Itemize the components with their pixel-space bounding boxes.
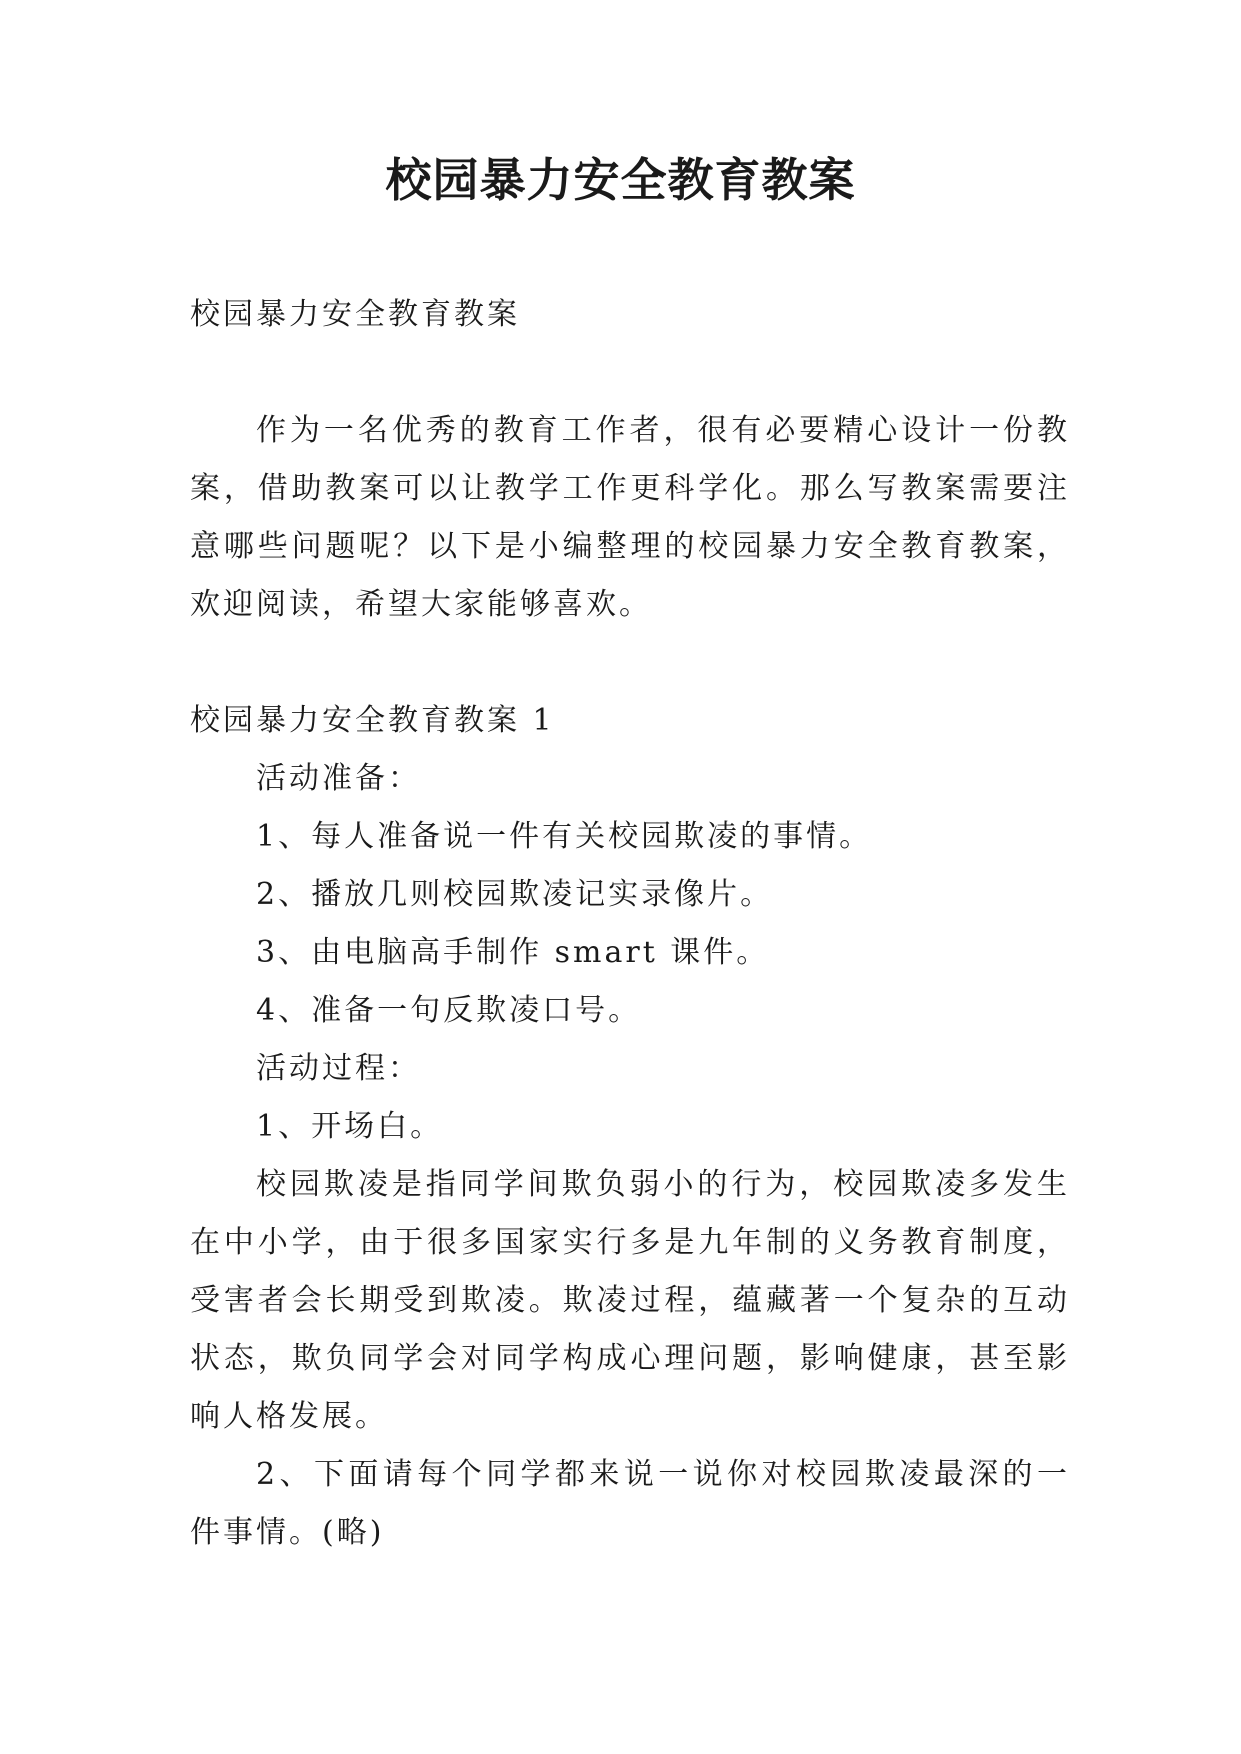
- prep-item: 4、准备一句反欺凌口号。: [256, 993, 642, 1028]
- section-heading: 校园暴力安全教育教案 1: [190, 703, 555, 738]
- process-heading: 活动过程：: [256, 1051, 421, 1086]
- prep-item: 1、每人准备说一件有关校园欺凌的事情。: [256, 819, 873, 854]
- process-step-1-text: 校园欺凌是指同学间欺负弱小的行为，校园欺凌多发生在中小学，由于很多国家实行多是九年制的义务教育制度，受害者会长期受到欺凌。欺凌过程，蕴藏著一个复杂的互动状态，欺负同学会对同学构成心理问题，影响健康，甚至影响人格发展。: [190, 1167, 1070, 1434]
- prep-item: 3、由电脑高手制作 smart 课件。: [256, 935, 770, 970]
- process-step-1: 1、开场白。: [256, 1109, 444, 1144]
- prep-item: 2、播放几则校园欺凌记实录像片。: [256, 877, 774, 912]
- process-step-2: 2、下面请每个同学都来说一说你对校园欺凌最深的一件事情。(略): [190, 1457, 1070, 1550]
- document-subtitle: 校园暴力安全教育教案: [190, 297, 520, 332]
- intro-paragraph: 作为一名优秀的教育工作者，很有必要精心设计一份教案，借助教案可以让教学工作更科学化。那么写教案需要注意哪些问题呢？以下是小编整理的校园暴力安全教育教案，欢迎阅读，希望大家能够喜欢。: [190, 413, 1070, 622]
- document-title: 校园暴力安全教育教案: [385, 153, 856, 207]
- prep-heading: 活动准备：: [256, 761, 421, 796]
- document-body: [190, 286, 1070, 1562]
